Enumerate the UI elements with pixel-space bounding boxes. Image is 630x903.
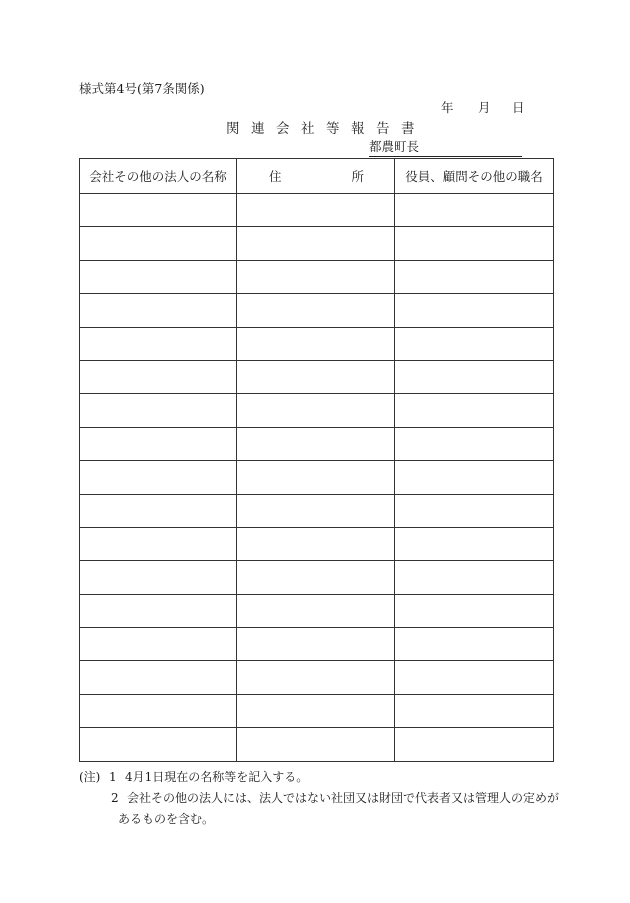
note-2-text: 会社その他の法人には、法人ではない社団又は財団で代表者又は管理人の定めが [127, 791, 560, 805]
cell-address[interactable] [237, 194, 395, 227]
cell-address[interactable] [237, 594, 395, 627]
cell-officer-title[interactable] [395, 327, 554, 360]
table-row [80, 628, 554, 661]
table-row [80, 728, 554, 761]
cell-address[interactable] [237, 661, 395, 694]
cell-address[interactable] [237, 360, 395, 393]
cell-company-name[interactable] [80, 227, 237, 260]
table-row [80, 494, 554, 527]
date-year-label: 年 [441, 100, 454, 115]
cell-address[interactable] [237, 394, 395, 427]
cell-officer-title[interactable] [395, 594, 554, 627]
cell-company-name[interactable] [80, 327, 237, 360]
notes-label: (注) [79, 770, 101, 784]
cell-officer-title[interactable] [395, 394, 554, 427]
date-month-label: 月 [478, 100, 491, 115]
note-1 [79, 767, 559, 788]
table-row [80, 527, 554, 560]
table-row [80, 327, 554, 360]
cell-officer-title[interactable] [395, 494, 554, 527]
report-table [79, 158, 554, 762]
cell-officer-title[interactable] [395, 360, 554, 393]
table-row [80, 461, 554, 494]
cell-officer-title[interactable] [395, 661, 554, 694]
note-1-number: 1 [109, 770, 117, 784]
cell-officer-title[interactable] [395, 728, 554, 761]
table-row [80, 427, 554, 460]
cell-address[interactable] [237, 327, 395, 360]
date-day-label: 日 [512, 100, 525, 115]
cell-officer-title[interactable] [395, 461, 554, 494]
cell-address[interactable] [237, 461, 395, 494]
cell-company-name[interactable] [80, 594, 237, 627]
cell-address[interactable] [237, 561, 395, 594]
form-number: 様式第4号(第7条関係) [79, 81, 205, 96]
cell-address[interactable] [237, 427, 395, 460]
table-row [80, 294, 554, 327]
cell-officer-title[interactable] [395, 527, 554, 560]
cell-company-name[interactable] [80, 728, 237, 761]
cell-officer-title[interactable] [395, 294, 554, 327]
cell-address[interactable] [237, 527, 395, 560]
cell-address[interactable] [237, 694, 395, 727]
cell-address[interactable] [237, 628, 395, 661]
cell-officer-title[interactable] [395, 427, 554, 460]
cell-address[interactable] [237, 227, 395, 260]
cell-address[interactable] [237, 494, 395, 527]
table-row [80, 394, 554, 427]
header-officer-title: 役員、顧問その他の職名 [395, 159, 554, 194]
cell-company-name[interactable] [80, 628, 237, 661]
cell-address[interactable] [237, 294, 395, 327]
header-address-part2: 所 [351, 169, 364, 184]
cell-company-name[interactable] [80, 494, 237, 527]
table-row [80, 260, 554, 293]
cell-company-name[interactable] [80, 294, 237, 327]
table-row [80, 360, 554, 393]
cell-company-name[interactable] [80, 694, 237, 727]
cell-address[interactable] [237, 728, 395, 761]
addressee: 都農町長 [369, 137, 522, 157]
cell-officer-title[interactable] [395, 628, 554, 661]
cell-officer-title[interactable] [395, 260, 554, 293]
header-address [237, 159, 395, 194]
table-header-row [80, 159, 554, 194]
cell-company-name[interactable] [80, 260, 237, 293]
document-title: 関連会社等報告書 [226, 121, 426, 137]
cell-officer-title[interactable] [395, 694, 554, 727]
note-1-text: 4月1日現在の名称等を記入する。 [125, 770, 309, 784]
cell-officer-title[interactable] [395, 227, 554, 260]
notes [79, 767, 559, 830]
cell-company-name[interactable] [80, 394, 237, 427]
note-2-continuation: あるものを含む。 [118, 812, 215, 826]
cell-company-name[interactable] [80, 527, 237, 560]
cell-company-name[interactable] [80, 561, 237, 594]
cell-company-name[interactable] [80, 360, 237, 393]
table-row [80, 661, 554, 694]
cell-officer-title[interactable] [395, 561, 554, 594]
cell-company-name[interactable] [80, 194, 237, 227]
header-company-name: 会社その他の法人の名称 [80, 159, 237, 194]
header-address-part1: 住 [269, 169, 282, 184]
cell-company-name[interactable] [80, 661, 237, 694]
note-2-number: 2 [111, 791, 119, 805]
table-row [80, 227, 554, 260]
cell-officer-title[interactable] [395, 194, 554, 227]
cell-address[interactable] [237, 260, 395, 293]
cell-company-name[interactable] [80, 427, 237, 460]
table-row [80, 194, 554, 227]
cell-company-name[interactable] [80, 461, 237, 494]
note-2 [79, 788, 559, 809]
note-2-continuation-line [79, 809, 559, 830]
table-row [80, 561, 554, 594]
table-row [80, 694, 554, 727]
table-body [80, 194, 554, 762]
table-row [80, 594, 554, 627]
